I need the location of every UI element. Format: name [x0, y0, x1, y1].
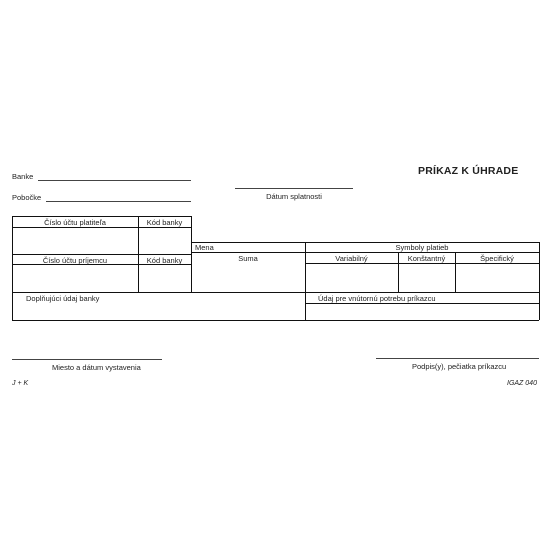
signature-field[interactable] [376, 358, 539, 359]
currency-label: Mena [195, 243, 214, 252]
variable-symbol-label: Variabilný [335, 254, 368, 263]
branch-field[interactable] [46, 201, 191, 202]
amount-input[interactable] [192, 264, 304, 291]
payer-bank-code-input[interactable] [139, 228, 190, 253]
place-date-label: Miesto a dátum vystavenia [52, 363, 141, 372]
symbols-label: Symboly platieb [395, 243, 449, 252]
constant-symbol-input[interactable] [399, 264, 454, 291]
payer-bank-code-label: Kód banky [146, 218, 183, 227]
specific-symbol-label: Špecifický [480, 254, 514, 263]
bank-label: Banke [12, 172, 34, 181]
signature-label: Podpis(y), pečiatka príkazcu [412, 362, 507, 371]
payee-account-input[interactable] [13, 265, 137, 291]
bank-info-input[interactable] [13, 303, 304, 319]
payee-bank-code-label: Kód banky [146, 256, 183, 265]
constant-symbol-label: Konštantný [407, 254, 446, 263]
branch-label: Pobočke [12, 193, 42, 202]
place-date-field[interactable] [12, 359, 162, 360]
amount-label: Suma [238, 254, 258, 263]
payee-bank-code-input[interactable] [139, 265, 190, 291]
payer-account-label: Číslo účtu platiteľa [44, 218, 106, 227]
payer-account-input[interactable] [13, 228, 137, 253]
internal-info-label: Údaj pre vnútornú potrebu príkazcu [318, 294, 436, 303]
bank-field[interactable] [38, 180, 191, 181]
specific-symbol-input[interactable] [456, 264, 538, 291]
payee-account-label: Číslo účtu príjemcu [42, 256, 108, 265]
publisher-mark: J + K [12, 380, 29, 387]
form-code: IGAZ 040 [507, 380, 537, 387]
variable-symbol-input[interactable] [306, 264, 397, 291]
internal-info-input[interactable] [306, 304, 538, 319]
due-date-label: Dátum splatnosti [266, 192, 322, 201]
bank-info-label: Doplňujúci údaj banky [26, 294, 100, 303]
form-title: PRÍKAZ K ÚHRADE [418, 165, 519, 177]
due-date-field[interactable] [235, 188, 353, 189]
